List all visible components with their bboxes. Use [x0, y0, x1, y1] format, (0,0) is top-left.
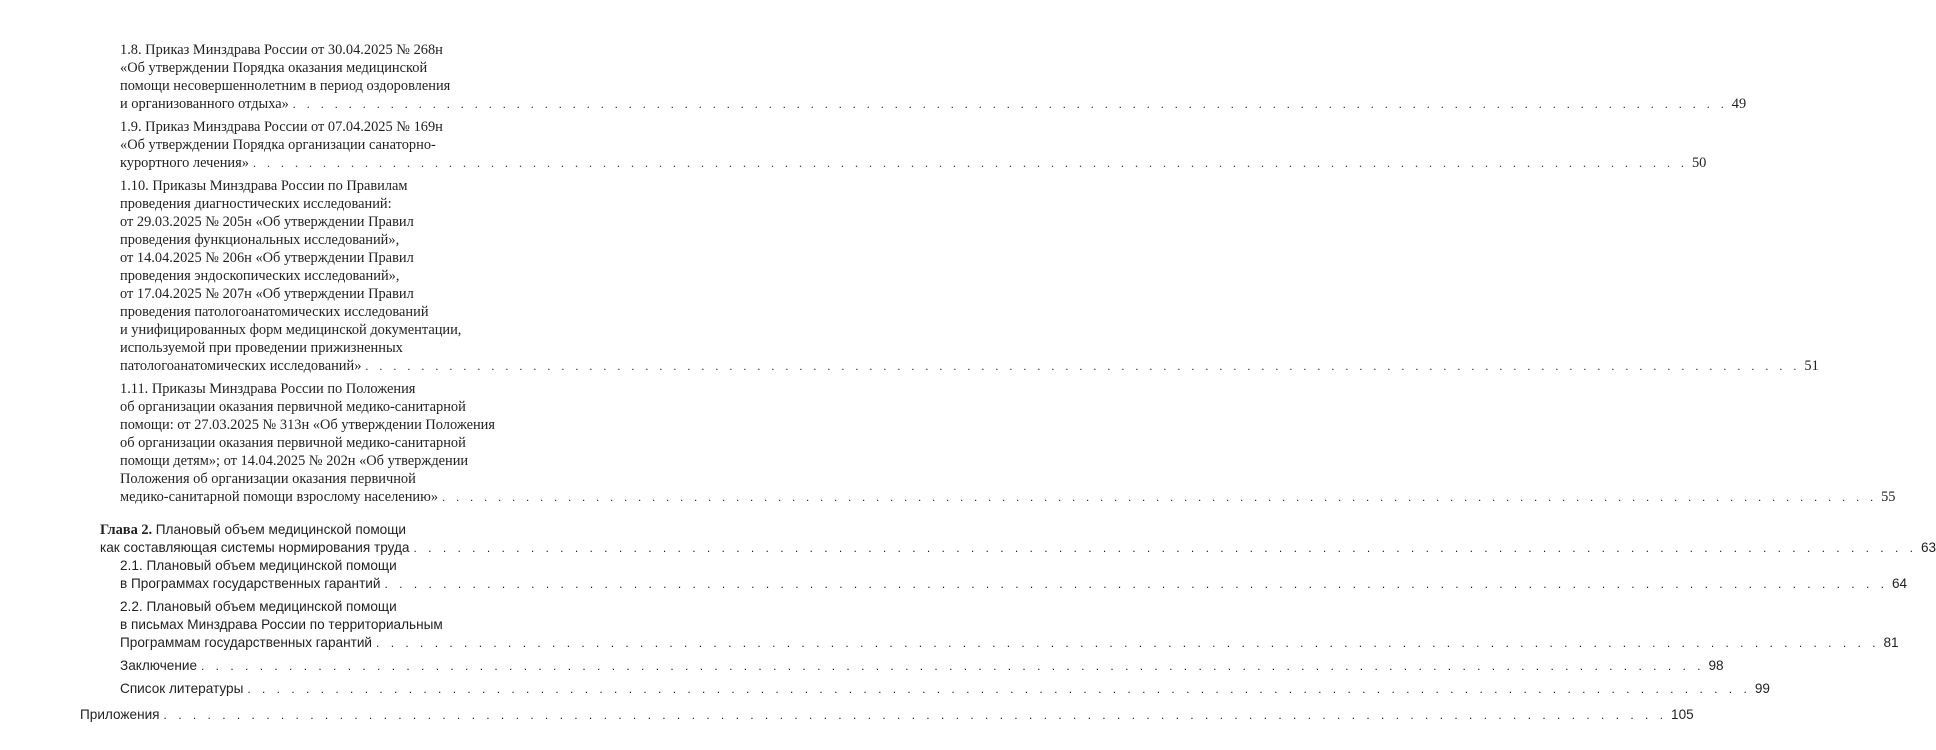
- toc-line: 1.8. Приказ Минздрава России от 30.04.2025 № 268н: [120, 42, 443, 58]
- toc-last-line: [100, 539, 1936, 556]
- page-number: 55: [1881, 489, 1896, 505]
- chapter-label: Глава 2.: [100, 522, 153, 538]
- toc-last-line: [120, 680, 1770, 697]
- toc-last-line: [120, 634, 1899, 651]
- toc-line: Список литературы: [120, 681, 244, 696]
- toc-last-line: [120, 96, 1747, 113]
- page-number: 105: [1671, 707, 1694, 722]
- dot-leader: . . . . . . . . . . . . . . . . . . . . . . . . . . . . . . . . . . . . . . . . . . . . . . . . . . . . . . . . . . . . . . . . . . . . . . . . . . . . . . . . . . . . . . . . . . . . . . . . . . . . . . .: [163, 708, 1668, 722]
- toc-line: медико-санитарной помощи взрослому населению»: [120, 489, 439, 505]
- toc-line: патологоанатомических исследований»: [120, 358, 362, 374]
- toc-last-line: [120, 575, 1908, 592]
- toc-line: 1.11. Приказы Минздрава России по Положения: [120, 381, 416, 397]
- dot-leader: . . . . . . . . . . . . . . . . . . . . . . . . . . . . . . . . . . . . . . . . . . . . . . . . . . . . . . . . . . . . . . . . . . . . . . . . . . . . . . . . . . . . . . . . . . . . . . . . . . . . . . .: [442, 490, 1878, 504]
- toc-last-line: [120, 155, 1707, 172]
- toc-line: и унифицированных форм медицинской документации,: [120, 322, 462, 338]
- toc-line: проведения патологоанатомических исследований: [120, 304, 429, 320]
- toc-line: проведения эндоскопических исследований»,: [120, 268, 400, 284]
- toc-line: об организации оказания первичной медико-санитарной: [120, 399, 466, 415]
- toc-line: Программам государственных гарантий: [120, 635, 373, 650]
- toc-line: Плановый объем медицинской помощи: [155, 522, 406, 537]
- toc-line: как составляющая системы нормирования труда: [100, 540, 410, 555]
- toc-line: в письмах Минздрава России по территориальным: [120, 617, 443, 632]
- page-number: 49: [1731, 96, 1747, 112]
- toc-line: помощи: от 27.03.2025 № 313н «Об утверждении Положения: [120, 417, 495, 433]
- dot-leader: . . . . . . . . . . . . . . . . . . . . . . . . . . . . . . . . . . . . . . . . . . . . . . . . . . . . . . . . . . . . . . . . . . . . . . . . . . . . . . . . . . . . . . . . . . . . . . . . . . . . . . .: [413, 541, 1917, 555]
- toc-line: 1.10. Приказы Минздрава России по Правилам: [120, 178, 408, 194]
- dot-leader: . . . . . . . . . . . . . . . . . . . . . . . . . . . . . . . . . . . . . . . . . . . . . . . . . . . . . . . . . . . . . . . . . . . . . . . . . . . . . . . . . . . . . . . . . . . . . . . . . . . . . . .: [384, 577, 1888, 591]
- page-number: 98: [1708, 658, 1724, 673]
- toc-first-line: [100, 521, 406, 538]
- toc-line: помощи несовершеннолетним в период оздоровления: [120, 78, 451, 94]
- toc-line: от 14.04.2025 № 206н «Об утверждении Правил: [120, 250, 414, 266]
- page-number: 63: [1920, 540, 1936, 555]
- toc-line: проведения функциональных исследований»,: [120, 232, 400, 248]
- dot-leader: . . . . . . . . . . . . . . . . . . . . . . . . . . . . . . . . . . . . . . . . . . . . . . . . . . . . . . . . . . . . . . . . . . . . . . . . . . . . . . . . . . . . . . . . . . . . . . . . . . . . . . .: [247, 682, 1751, 696]
- toc-line: «Об утверждении Порядка оказания медицинской: [120, 60, 428, 76]
- toc-last-line: [120, 657, 1724, 674]
- toc-line: и организованного отдыха»: [120, 96, 289, 112]
- toc-line: 1.9. Приказ Минздрава России от 07.04.2025 № 169н: [120, 119, 443, 135]
- toc-line: «Об утверждении Порядка организации санаторно-: [120, 137, 436, 153]
- page-number: 99: [1754, 681, 1770, 696]
- toc-line: 2.2. Плановый объем медицинской помощи: [120, 599, 397, 614]
- toc-line: используемой при проведении прижизненных: [120, 340, 403, 356]
- toc-line: 2.1. Плановый объем медицинской помощи: [120, 558, 397, 573]
- page-number: 81: [1883, 635, 1899, 650]
- page-number: 64: [1891, 576, 1908, 591]
- toc-line: об организации оказания первичной медико-санитарной: [120, 435, 466, 451]
- dot-leader: . . . . . . . . . . . . . . . . . . . . . . . . . . . . . . . . . . . . . . . . . . . . . . . . . . . . . . . . . . . . . . . . . . . . . . . . . . . . . . . . . . . . . . . . . . . . . . . . . . . . . . .: [376, 636, 1880, 650]
- toc-line: в Программах государственных гарантий: [120, 576, 381, 591]
- dot-leader: . . . . . . . . . . . . . . . . . . . . . . . . . . . . . . . . . . . . . . . . . . . . . . . . . . . . . . . . . . . . . . . . . . . . . . . . . . . . . . . . . . . . . . . . . . . . . . . . . . . . . . .: [201, 659, 1705, 673]
- toc-last-line: [80, 706, 1694, 723]
- toc-last-line: [120, 489, 1896, 506]
- page-number: 51: [1804, 358, 1819, 374]
- dot-leader: . . . . . . . . . . . . . . . . . . . . . . . . . . . . . . . . . . . . . . . . . . . . . . . . . . . . . . . . . . . . . . . . . . . . . . . . . . . . . . . . . . . . . . . . . . . . . . . . . . . . . . .: [252, 156, 1688, 170]
- dot-leader: . . . . . . . . . . . . . . . . . . . . . . . . . . . . . . . . . . . . . . . . . . . . . . . . . . . . . . . . . . . . . . . . . . . . . . . . . . . . . . . . . . . . . . . . . . . . . . . . . . . . . . .: [365, 359, 1801, 373]
- toc-line: от 29.03.2025 № 205н «Об утверждении Правил: [120, 214, 414, 230]
- toc-last-line: [120, 358, 1819, 375]
- toc-line: Положения об организации оказания первичной: [120, 471, 416, 487]
- toc-line: помощи детям»; от 14.04.2025 № 202н «Об утверждении: [120, 453, 469, 469]
- toc-line: от 17.04.2025 № 207н «Об утверждении Правил: [120, 286, 414, 302]
- page-number: 50: [1691, 155, 1707, 171]
- toc-line: курортного лечения»: [120, 155, 249, 171]
- dot-leader: . . . . . . . . . . . . . . . . . . . . . . . . . . . . . . . . . . . . . . . . . . . . . . . . . . . . . . . . . . . . . . . . . . . . . . . . . . . . . . . . . . . . . . . . . . . . . . . . . . . . . . .: [292, 97, 1728, 111]
- toc-line: Приложения: [80, 707, 160, 722]
- toc-line: проведения диагностических исследований:: [120, 196, 392, 212]
- toc-line: Заключение: [120, 658, 198, 673]
